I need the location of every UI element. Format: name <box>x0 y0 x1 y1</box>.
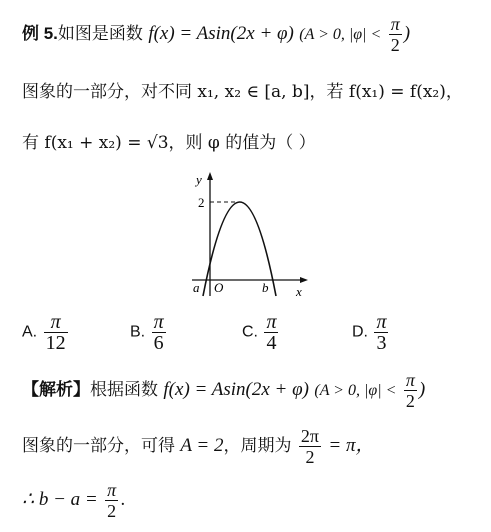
problem-condition: (A > 0, |φ| < <box>299 26 382 43</box>
fraction-numerator: π <box>107 480 117 500</box>
problem-line-2: 图象的一部分，对不同 x₁, x₂ ∈ [a, b]，若 f(x₁) = f(x₂)， <box>22 82 463 102</box>
solution-a-value: A = 2 <box>180 435 224 456</box>
option-letter: D. <box>352 323 368 341</box>
solution-condition-end: ) <box>418 379 426 400</box>
option-numerator: π <box>44 312 68 333</box>
solution-period-dot: . <box>120 490 126 510</box>
problem-condition-fraction <box>389 14 402 55</box>
fraction-denominator: 2 <box>305 447 315 467</box>
option-denominator: 6 <box>153 332 164 354</box>
solution-condition: (A > 0, |φ| < <box>314 382 397 399</box>
fraction-numerator: π <box>405 370 415 390</box>
option-letter: A. <box>22 323 38 341</box>
solution-line2-text: 图象的一部分，可得 <box>22 436 175 456</box>
fraction-numerator: π <box>390 14 400 34</box>
y-label: y <box>196 172 202 187</box>
option-denominator: 4 <box>266 332 277 354</box>
solution-tag: 【解析】 <box>22 380 90 399</box>
x-axis-arrow-icon <box>300 277 308 283</box>
option-numerator: π <box>266 311 277 333</box>
problem-line-1 <box>22 14 410 55</box>
solution-condition-fraction <box>404 370 417 411</box>
b-label: b <box>262 280 269 295</box>
solution-line-3 <box>22 480 126 521</box>
solution-period-end: = π， <box>328 435 375 456</box>
fraction-numerator: 2π <box>300 426 319 446</box>
y-tick-2: 2 <box>198 195 205 210</box>
option-denominator: 3 <box>376 332 387 354</box>
option-numerator: π <box>153 311 164 333</box>
option-letter: C. <box>242 323 258 341</box>
fraction-denominator: 2 <box>405 391 415 411</box>
option-denominator: 12 <box>45 332 66 354</box>
solution-function: f(x) = Asin(2x + φ) <box>163 379 309 400</box>
option-letter: B. <box>130 323 146 341</box>
function-graph <box>190 168 310 303</box>
problem-condition-end: ) <box>403 23 411 44</box>
solution-period-fraction <box>299 426 321 467</box>
y-axis-arrow-icon <box>207 172 213 180</box>
problem-label: 例 5. <box>22 24 58 43</box>
solution-line-2 <box>22 426 375 467</box>
origin-label: O <box>214 280 224 295</box>
x-label: x <box>296 284 302 299</box>
option-c[interactable] <box>242 312 280 353</box>
option-a[interactable] <box>22 312 70 353</box>
problem-line-3: 有 f(x₁ + x₂) = √3，则 φ 的值为（ ） <box>22 133 316 153</box>
fraction-denominator: 2 <box>390 35 400 55</box>
problem-line1-text: 如图是函数 <box>57 24 143 44</box>
solution-conclusion-fraction <box>105 480 118 521</box>
option-b[interactable] <box>130 312 168 353</box>
solution-period-text: ，周期为 <box>223 436 292 456</box>
solution-conclusion: ∴ b − a = <box>22 489 98 510</box>
fraction-denominator: 2 <box>107 501 117 521</box>
problem-function: f(x) = Asin(2x + φ) <box>148 23 294 44</box>
solution-line1-text: 根据函数 <box>90 380 158 400</box>
option-d[interactable] <box>352 312 390 353</box>
a-label: a <box>193 280 200 295</box>
option-numerator: π <box>376 311 387 333</box>
solution-line-1 <box>22 370 425 411</box>
